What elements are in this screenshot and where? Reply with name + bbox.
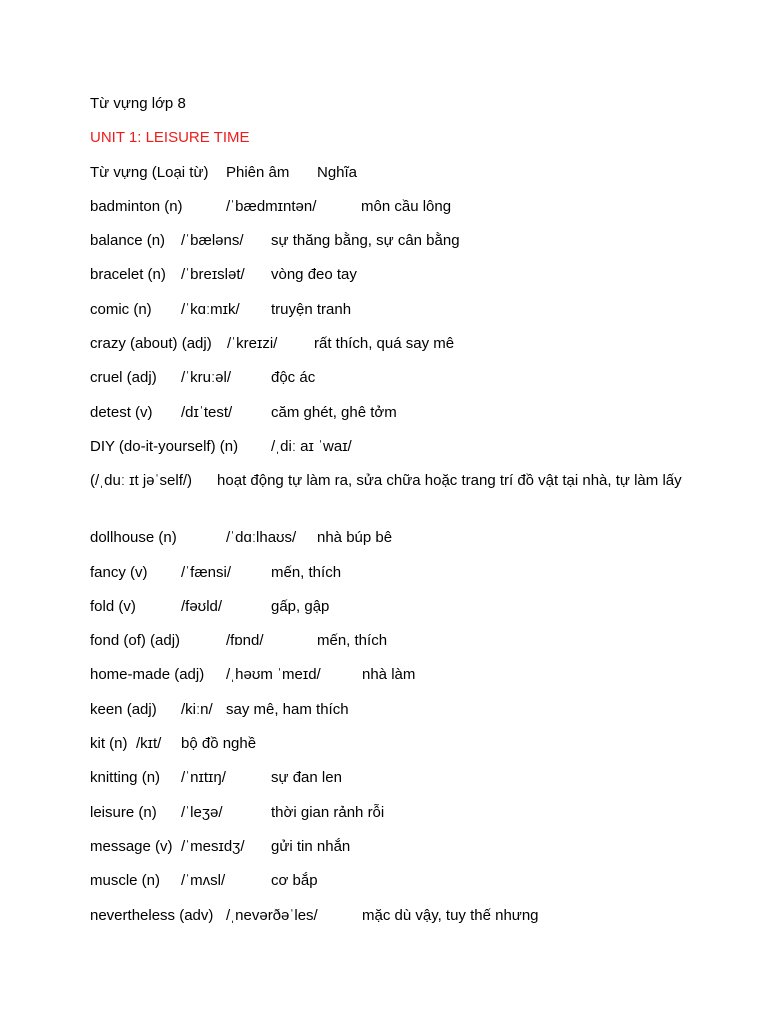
vocab-entry [90, 528, 690, 562]
entry-ipa: /ˈbreɪslət/ [181, 266, 245, 284]
vocab-entry [90, 871, 690, 905]
vocab-entry [90, 300, 690, 334]
vocab-entry [90, 437, 690, 471]
entry-ipa: /ˈkɑːmɪk/ [181, 300, 240, 318]
entry-word: message (v) [90, 837, 173, 855]
vocab-header-row [90, 163, 690, 197]
entry-word: fold (v) [90, 597, 136, 615]
header-word: Từ vựng (Loại từ) [90, 163, 209, 181]
entry-word: badminton (n) [90, 197, 183, 215]
vocab-entry [90, 768, 690, 802]
entry-ipa: /kɪt/ [136, 735, 162, 753]
entry-meaning: mến, thích [317, 632, 388, 650]
entry-word: (/ˌduː ɪt jəˈself/) [90, 472, 193, 490]
vocab-entry [90, 563, 690, 597]
entry-ipa: /kiːn/ [181, 700, 213, 718]
entry-ipa: /ˈmesɪdʒ/ [181, 837, 245, 855]
header-ipa: Phiên âm [226, 163, 290, 181]
entry-meaning: cơ bắp [271, 872, 318, 890]
entry-word: comic (n) [90, 300, 152, 318]
entry-word: DIY (do-it-yourself) (n) [90, 437, 239, 455]
vocab-entry [90, 471, 690, 528]
entry-ipa: /fəʊld/ [181, 597, 223, 615]
unit-heading: UNIT 1: LEISURE TIME [90, 129, 250, 147]
entry-meaning: bộ đồ nghề [181, 735, 257, 753]
vocab-entry [90, 265, 690, 299]
entry-ipa: /ˈnɪtɪŋ/ [181, 769, 226, 787]
entry-word: detest (v) [90, 403, 153, 421]
entry-meaning: căm ghét, ghê tởm [271, 403, 397, 421]
entry-meaning: say mê, ham thích [226, 700, 349, 718]
entry-ipa: /dɪˈtest/ [181, 403, 233, 421]
entry-ipa: /ˈmʌsl/ [181, 872, 226, 890]
vocab-entry [90, 803, 690, 837]
vocab-entry [90, 403, 690, 437]
vocabulary-list [90, 197, 690, 940]
vocab-entry [90, 631, 690, 665]
vocab-entry [90, 334, 690, 368]
entry-spacer [192, 472, 217, 489]
entry-ipa: /fɒnd/ [226, 632, 264, 650]
vocab-entry [90, 231, 690, 265]
entry-meaning: rất thích, quá say mê [314, 335, 455, 353]
vocab-entry [90, 665, 690, 699]
vocab-entry [90, 734, 690, 768]
entry-ipa: /ˌnevərðəˈles/ [226, 906, 318, 924]
entry-ipa: /ˌdiː aɪ ˈwaɪ/ [271, 437, 352, 455]
entry-ipa: /ˈdɑːlhaʊs/ [226, 529, 297, 547]
entry-ipa: /ˈleʒə/ [181, 803, 223, 821]
entry-meaning: hoạt động tự làm ra, sửa chữa hoặc trang trí đồ vật tại nhà, tự làm lấy [217, 472, 682, 490]
entry-meaning: thời gian rảnh rỗi [271, 803, 385, 821]
entry-word: bracelet (n) [90, 266, 166, 284]
entry-word: nevertheless (adv) [90, 906, 214, 924]
vocab-entry [90, 700, 690, 734]
entry-meaning: vòng đeo tay [271, 266, 357, 284]
vocab-entry [90, 837, 690, 871]
entry-word: balance (n) [90, 232, 166, 250]
document-title: Từ vựng lớp 8 [90, 95, 186, 112]
vocab-entry [90, 197, 690, 231]
entry-word: kit (n) [90, 735, 128, 753]
entry-ipa: /ˌhəʊm ˈmeɪd/ [226, 666, 321, 684]
header-meaning: Nghĩa [317, 163, 358, 181]
vocab-entry [90, 368, 690, 402]
entry-meaning: sự đan len [271, 769, 342, 787]
entry-meaning: gửi tin nhắn [271, 837, 351, 855]
entry-word: fond (of) (adj) [90, 632, 181, 650]
entry-meaning: nhà làm [362, 666, 416, 684]
entry-ipa: /ˈfænsi/ [181, 563, 232, 581]
vocab-entry [90, 906, 690, 940]
entry-meaning: truyện tranh [271, 300, 352, 318]
vocab-entry [90, 597, 690, 631]
document-page [90, 94, 690, 940]
entry-meaning: nhà búp bê [317, 529, 393, 547]
entry-word: home-made (adj) [90, 666, 205, 684]
entry-meaning: mặc dù vậy, tuy thế nhưng [362, 906, 539, 924]
entry-meaning: mến, thích [271, 563, 342, 581]
entry-word: dollhouse (n) [90, 529, 177, 547]
entry-word: fancy (v) [90, 563, 148, 581]
entry-word: crazy (about) (adj) [90, 335, 212, 353]
entry-word: knitting (n) [90, 769, 161, 787]
entry-word: leisure (n) [90, 803, 157, 821]
entry-word: muscle (n) [90, 872, 161, 890]
entry-meaning: sự thăng bằng, sự cân bằng [271, 232, 460, 250]
entry-word: cruel (adj) [90, 369, 157, 387]
entry-meaning: gấp, gập [271, 597, 330, 615]
entry-word: keen (adj) [90, 700, 157, 718]
entry-meaning: môn cầu lông [361, 197, 452, 215]
entry-meaning: độc ác [271, 369, 316, 387]
entry-ipa: /ˈkreɪzi/ [227, 335, 278, 353]
entry-ipa: /ˈbædmɪntən/ [226, 197, 317, 215]
entry-ipa: /ˈkruːəl/ [181, 369, 232, 387]
entry-ipa: /ˈbæləns/ [181, 232, 244, 250]
